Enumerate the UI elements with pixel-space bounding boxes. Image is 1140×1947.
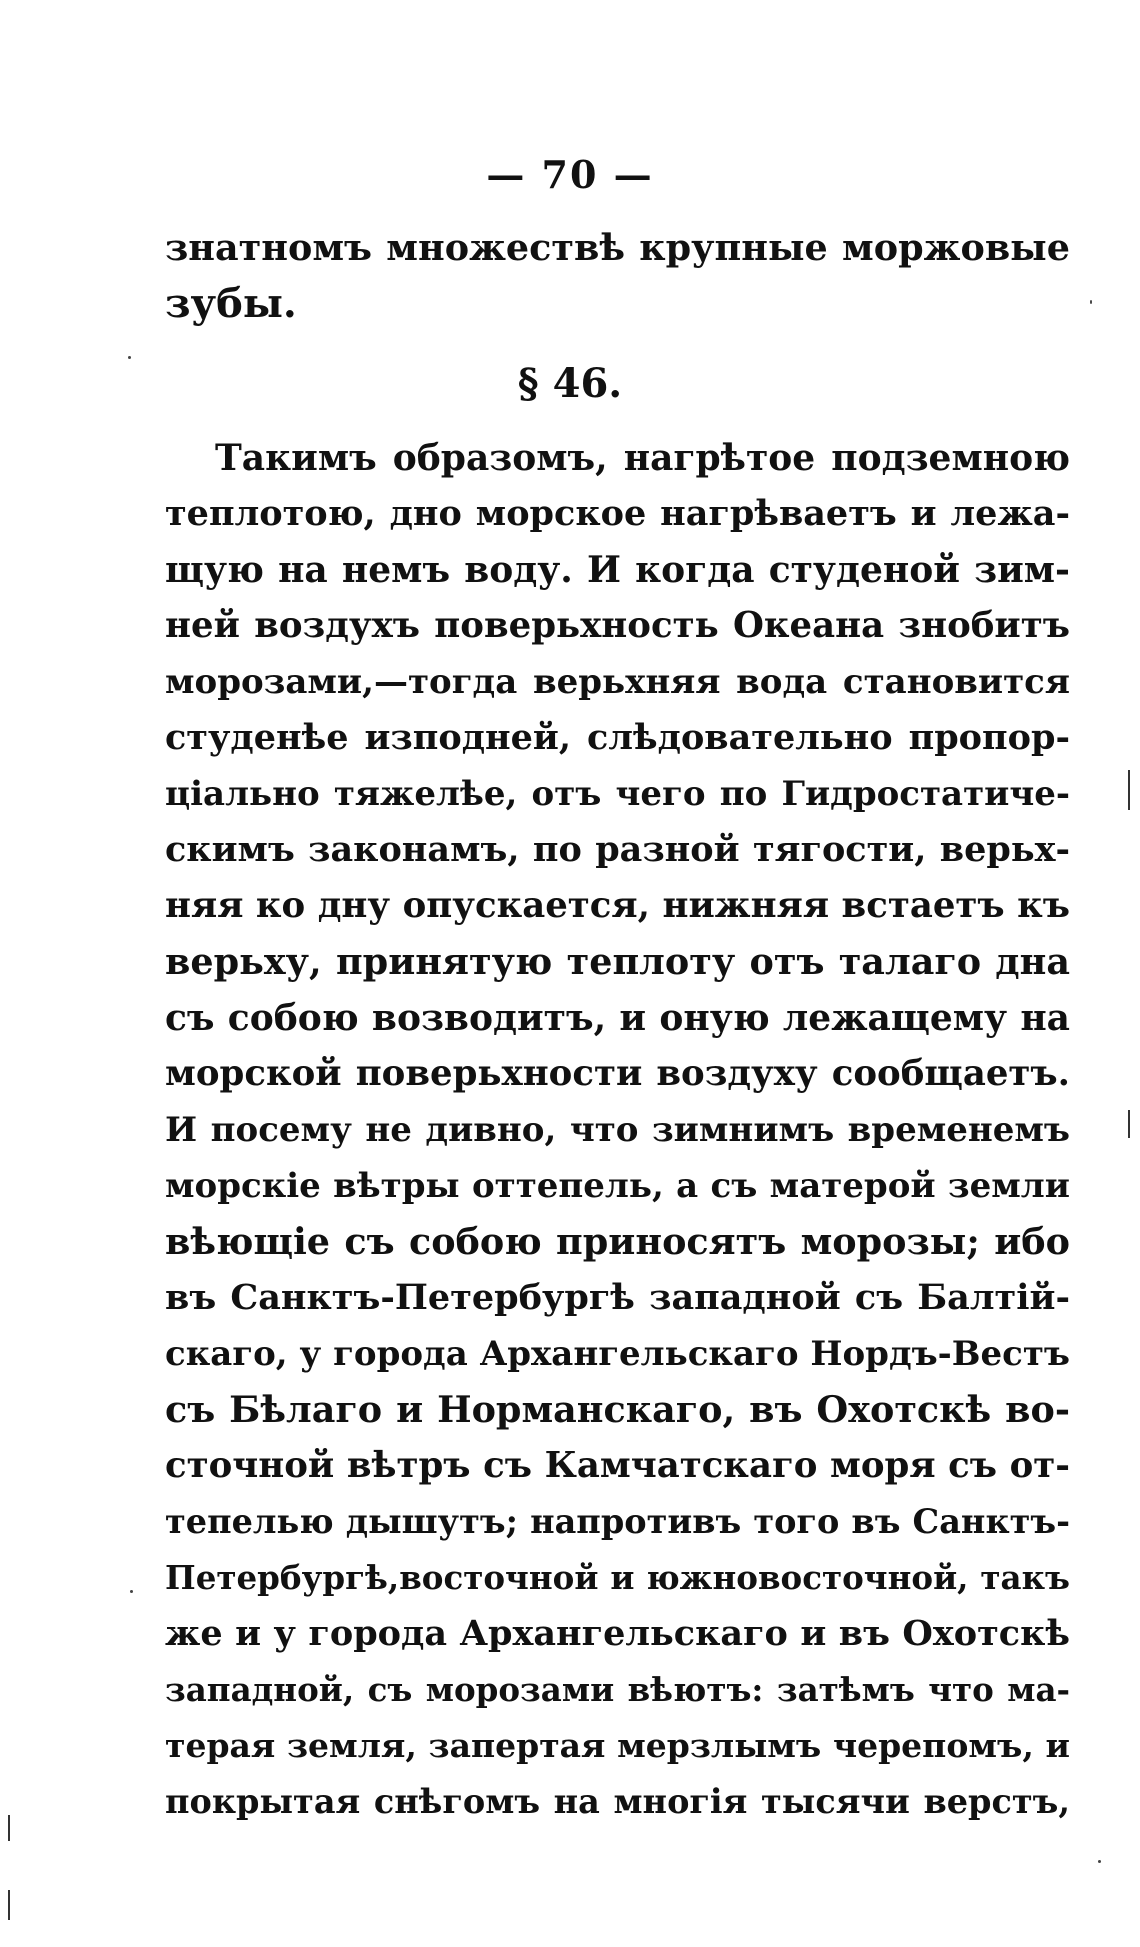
text-line: морской поверьхности воздуху сообщаетъ. [165, 1053, 1070, 1094]
scan-speck [1098, 1860, 1101, 1863]
text-line: скаго, у города Архангельскаго Нордъ-Вестъ [165, 1334, 1070, 1374]
text-line: ціально тяжелѣе, отъ чего по Гидростатиче- [165, 774, 1070, 814]
text-line: верьху, принятую теплоту отъ талаго дна [165, 940, 1070, 983]
text-line: морскіе вѣтры оттепель, а съ матерой земли [165, 1166, 1070, 1206]
text-line: студенѣе изподней, слѣдовательно пропор- [165, 717, 1070, 758]
text-line: няя ко дну опускается, нижняя встаетъ къ [165, 885, 1070, 926]
text-line: И посему не дивно, что зимнимъ временемъ [165, 1110, 1070, 1150]
text-line: щую на немъ воду. И когда студеной зим- [165, 549, 1070, 591]
text-line: сточной вѣтръ съ Камчатскаго моря съ от- [165, 1445, 1070, 1486]
text-line: покрытая снѣгомъ на многія тысячи верстъ, [165, 1782, 1070, 1821]
text-line: знатномъ множествѣ крупные моржовые [165, 226, 1070, 269]
scan-edge-mark [8, 1815, 10, 1841]
scan-speck [130, 1590, 133, 1593]
text-line: Петербургѣ,восточной и южновосточной, такъ [165, 1558, 1070, 1597]
scan-speck [1090, 300, 1092, 304]
text-line: морозами,—тогда верьхняя вода становится [165, 662, 1070, 702]
scan-edge-mark [8, 1890, 10, 1920]
text-line: вѣющіе съ собою приносятъ морозы; ибо [165, 1220, 1070, 1263]
text-line: съ Бѣлаго и Норманскаго, въ Охотскѣ во- [165, 1388, 1070, 1431]
section-heading: § 46. [517, 360, 623, 407]
text-line: тепелью дышутъ; напротивъ того въ Санктъ- [165, 1502, 1070, 1541]
text-line: же и у города Архангельскаго и въ Охотскѣ [165, 1613, 1070, 1654]
text-line: терая земля, запертая мерзлымъ черепомъ, и [165, 1726, 1070, 1765]
continuation-text [165, 220, 1070, 332]
paragraph [165, 430, 1070, 1830]
text-line: зубы. [165, 280, 297, 327]
text-line: скимъ законамъ, по разной тягости, верьх- [165, 829, 1070, 870]
text-line: западной, съ морозами вѣютъ: затѣмъ что ма- [165, 1670, 1070, 1709]
text-line: Такимъ образомъ, нагрѣтое подземною [215, 437, 1070, 479]
scan-edge-mark [1128, 770, 1130, 810]
page-number: — 70 — [486, 152, 654, 197]
text-line: въ Санктъ-Петербургѣ западной съ Балтій- [165, 1277, 1070, 1318]
text-line: съ собою возводитъ, и оную лежащему на [165, 997, 1070, 1039]
scan-speck [128, 356, 131, 359]
text-line: теплотою, дно морское нагрѣваетъ и лежа- [165, 493, 1070, 534]
text-line: ней воздухъ поверьхность Океана знобитъ [165, 605, 1070, 646]
scan-edge-mark [1128, 1110, 1130, 1138]
